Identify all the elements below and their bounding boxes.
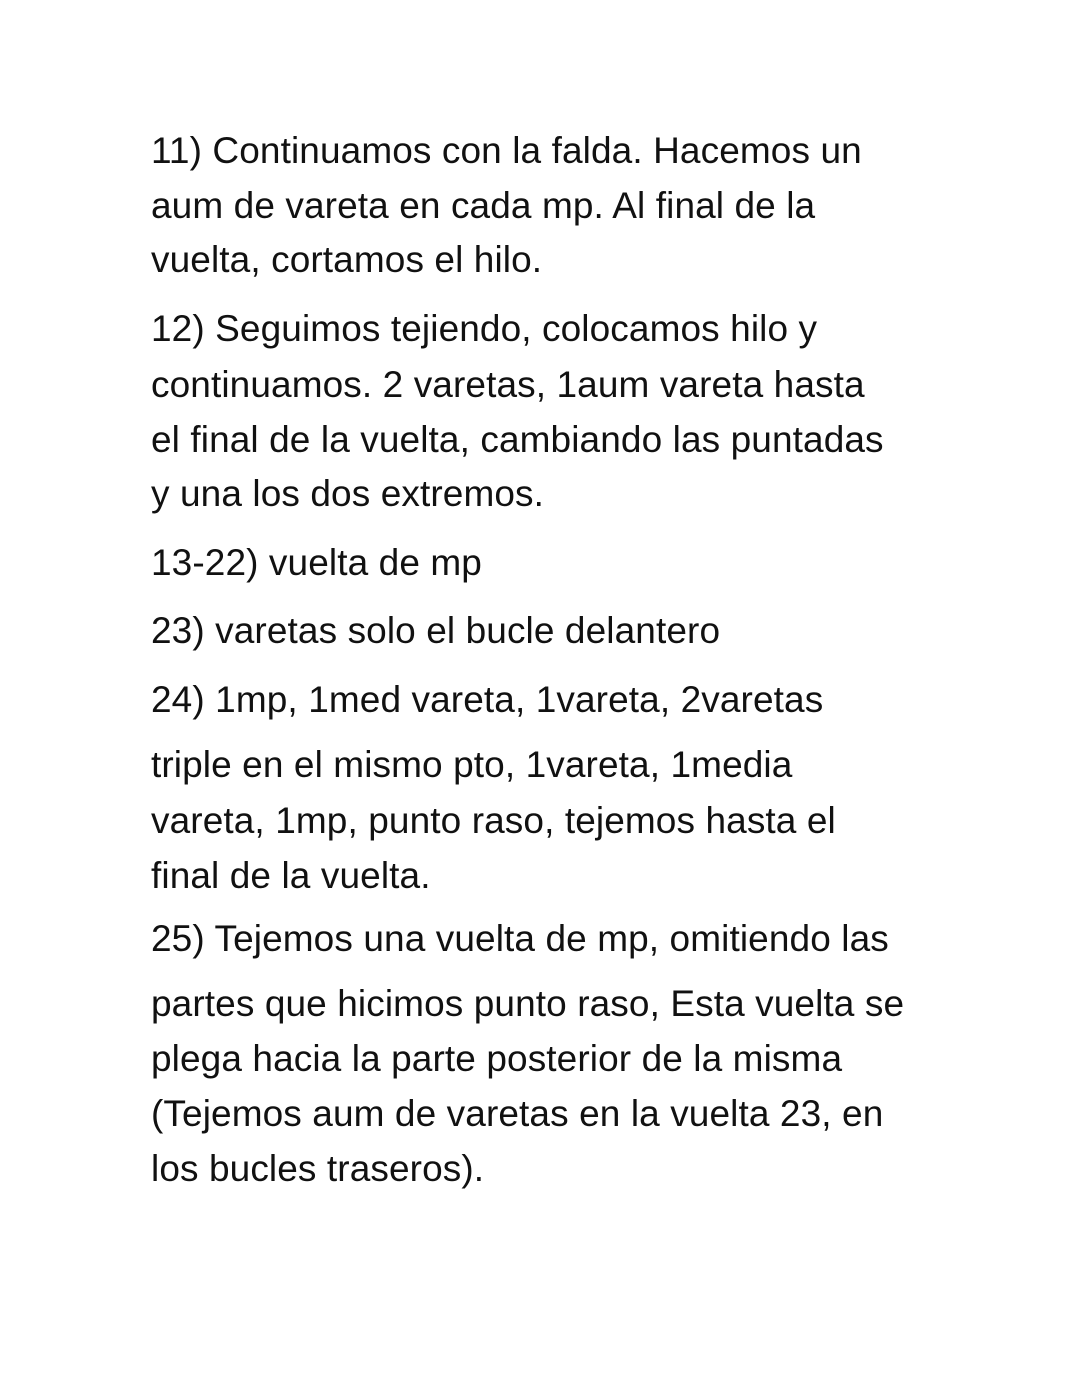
- text-line: vuelta, cortamos el hilo.: [151, 239, 543, 280]
- text-line: 24) 1mp, 1med vareta, 1vareta, 2varetas: [151, 679, 824, 720]
- text-line: los bucles traseros).: [151, 1148, 485, 1189]
- text-line: 11) Continuamos con la falda. Hacemos un: [151, 130, 862, 171]
- text-line: aum de vareta en cada mp. Al final de la: [151, 185, 816, 226]
- text-line: 12) Seguimos tejiendo, colocamos hilo y: [151, 308, 818, 349]
- text-line: final de la vuelta.: [151, 855, 431, 896]
- text-line: continuamos. 2 varetas, 1aum vareta hasta: [151, 364, 865, 405]
- text-line: 25) Tejemos una vuelta de mp, omitiendo las: [151, 918, 889, 959]
- text-line: vareta, 1mp, punto raso, tejemos hasta el: [151, 800, 836, 841]
- text-line: triple en el mismo pto, 1vareta, 1media: [151, 744, 793, 785]
- text-line: 13-22) vuelta de mp: [151, 542, 482, 583]
- text-line: y una los dos extremos.: [151, 473, 545, 514]
- text-line: (Tejemos aum de varetas en la vuelta 23, en: [151, 1093, 884, 1134]
- text-line: plega hacia la parte posterior de la misma: [151, 1038, 843, 1079]
- text-line: 23) varetas solo el bucle delantero: [151, 610, 721, 651]
- text-line: partes que hicimos punto raso, Esta vuelta se: [151, 983, 905, 1024]
- text-line: el final de la vuelta, cambiando las puntadas: [151, 419, 884, 460]
